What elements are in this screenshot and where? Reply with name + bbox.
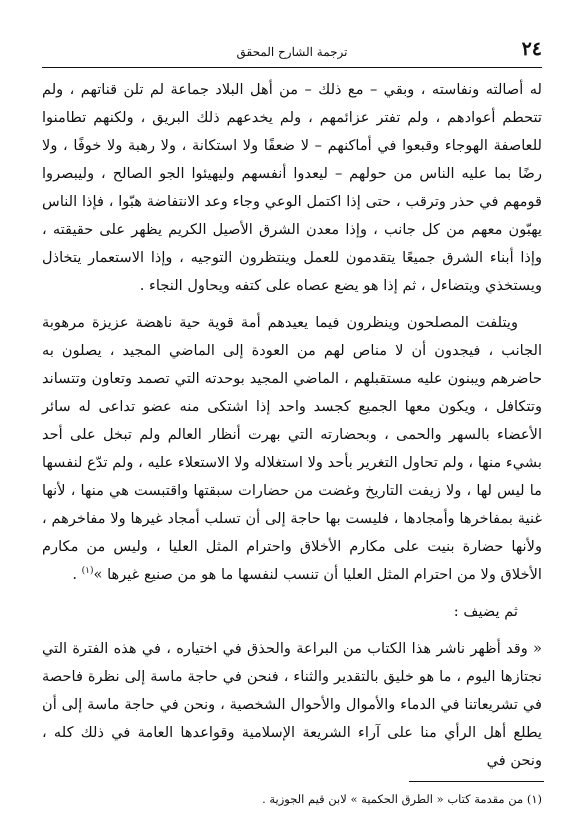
paragraph-2: [42, 309, 542, 589]
footnote: (١) من مقدمة كتاب « الطرق الحكمية » لابن قيم الجوزية .: [262, 792, 542, 806]
footnote-reference: (١): [81, 566, 94, 577]
paragraph-3: ثم يضيف :: [453, 603, 518, 620]
footnote-divider: [409, 781, 544, 782]
header-divider: [42, 67, 542, 68]
paragraph-1: له أصالته ونفاسته ، وبقي – مع ذلك – من أهل البلاد جماعة لم تلن قناتهم ، ولم تتحطم أعوادهم ، ولم تفتر عزائمهم ، ولم يخدعهم ذلك البريق ، ولكنهم تطامنوا للعاصفة الهوجاء وقبعوا في أماكنهم – لا ضعفًا ولا استكانة ، ولا رهبة ولا خوفًا ، ولا رضًا بما عليه الناس من حولهم – ليعدوا أنفسهم وليهيئوا الجو الصالح ، وليبصروا قومهم في حذر وترقب ، حتى إذا اكتمل الوعي وجاء وعد الانتفاضة هبّوا ، فإذا الناس يهبّون معهم من كل جانب ، وإذا معدن الشرق الأصيل الكريم يظهر على حقيقته ، وإذا أبناء الشرق جميعًا يتقدمون للعمل وينتظرون التوجيه ، وإذا الاستعمار يتخاذل ويستخذي ويتضاءل ، ثم إذا هو يضع عصاه على كتفه ويحاول النجاء .: [42, 81, 542, 294]
page-number: ٢٤: [521, 38, 542, 60]
main-text: [42, 76, 542, 775]
running-header: [42, 30, 542, 66]
paragraph-2-end: .: [72, 566, 82, 583]
paragraph-2-text: ويتلفت المصلحون وينظرون فيما يعيدهم أمة قوية حية ناهضة عزيزة مرهوبة الجانب ، فيجدون أن لا مناص لهم من العودة إلى الماضي المجيد ، يصلون به حاضرهم ويبنون عليه مستقبلهم ، الماضي المجيد بوحدته التي تصمد وتعاون وتتساند وتتكافل ، ويكون معها الجميع كجسد واحد إذا اشتكى منه عضو تداعى له سائر الأعضاء بالسهر والحمى ، وبحضارته التي بهرت أنظار العالم ولم تبخل على أحد بشيء منها ، ولم تحاول التغرير بأحد ولا استغلاله ولا الاستعلاء عليه ، ولم تدّع لنفسها ما ليس لها ، ولا زيفت التاريخ وغضت من حضارات سبقتها واقتبست هي منها ، لأنها غنية بمفاخرها وأمجادها ، فليست بها حاجة إلى أن تسلب أمجاد غيرها ولا مفاخرهم ، ولأنها حضارة بنيت على مكارم الأخلاق واحترام المثل العليا ، وليس من مكارم الأخلاق ولا من احترام المثل العليا أن تنسب لنفسها ما هو من صنيع غيرها »: [42, 314, 542, 583]
paragraph-4: « وقد أظهر ناشر هذا الكتاب من البراعة والحذق في اختياره ، في هذه الفترة التي نجتازها اليوم ، ما هو خليق بالتقدير والثناء ، فنحن في حاجة ماسة إلى نظرة فاحصة في تشريعاتنا في الدماء والأموال والأحوال الشخصية ، ونحن في حاجة ماسة إلى أن يطلع أهل الرأي منا على آراء الشريعة الإسلامية وقواعدها العامة في ذلك كله ، ونحن في: [42, 640, 542, 769]
header-title: ترجمة الشارح المحقق: [236, 45, 348, 59]
